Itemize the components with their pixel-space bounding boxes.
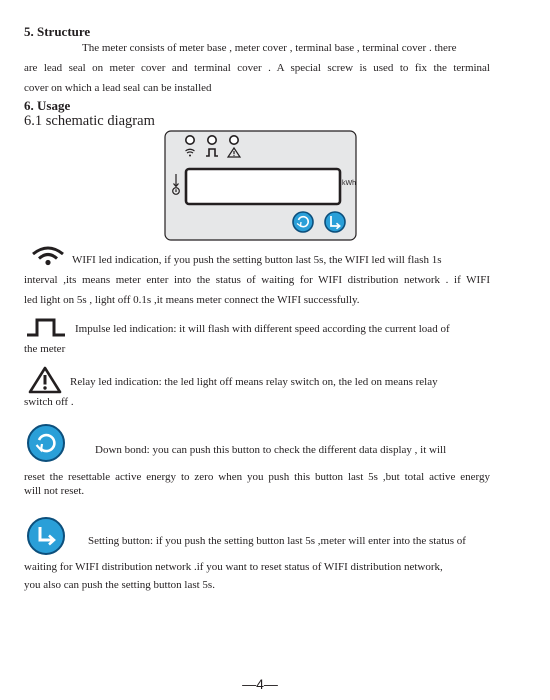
impulse-text-line-1: Impulse led indication: it will flash with different speed according the current load of — [75, 323, 450, 335]
setting-button-small — [325, 212, 345, 232]
schematic-diagram-subtitle: 6.1 schematic diagram — [24, 113, 155, 129]
setting-text-line-2: waiting for WIFI distribution network .if you want to reset status of WIFI distribution network, — [24, 561, 443, 573]
wifi-text-line-3: led light on 5s , light off 0.1s ,it means meter connect the WIFI successfully. — [24, 294, 360, 306]
section-structure-title: 5. Structure — [24, 24, 91, 39]
impulse-led — [208, 136, 216, 144]
setting-text-line-1: Setting button: if you push the setting button last 5s ,meter will enter into the status of — [88, 535, 466, 547]
structure-text-line-3: cover on which a lead seal can be installed — [24, 82, 212, 94]
warning-triangle-icon — [28, 366, 62, 394]
down-bond-text-line-3: will not reset. — [24, 485, 85, 497]
down-button-small — [293, 212, 313, 232]
relay-text-line-2: switch off . — [24, 396, 74, 408]
down-bond-text-line-2: reset the resettable active energy to zero when you push this button last 5s ,but total active energy — [24, 471, 490, 483]
wifi-text-line-1: WIFI led indication, if you push the setting button last 5s, the WIFI led will flash 1s — [72, 254, 442, 266]
relay-text-line-1: Relay led indication: the led light off means relay switch on, the led on means relay — [70, 376, 438, 388]
wifi-led — [186, 136, 194, 144]
page-number: —4— — [242, 676, 278, 692]
enter-arrow-icon — [27, 517, 65, 555]
refresh-icon — [27, 424, 65, 462]
setting-text-line-3: you also can push the setting button last 5s. — [24, 579, 215, 591]
section-usage-title: 6. Usage — [24, 98, 71, 113]
structure-text-line-1: The meter consists of meter base , meter cover , terminal base , terminal cover . there — [82, 42, 457, 54]
down-bond-text-line-1: Down bond: you can push this button to check the different data display , it will — [95, 444, 447, 456]
relay-led — [230, 136, 238, 144]
structure-text-line-2: are lead seal on meter cover and terminal cover . A special screw is used to fix the terminal — [24, 62, 490, 74]
impulse-text-line-2: the meter — [24, 343, 66, 355]
wifi-text-line-2: interval ,its means meter enter into the status of waiting for WIFI distribution network . if WIFI — [24, 274, 490, 286]
meter-schematic-diagram — [164, 130, 357, 241]
pulse-icon — [26, 317, 66, 337]
wifi-icon — [31, 246, 65, 266]
kwh-unit-label: kWh — [342, 180, 356, 187]
lcd-display — [186, 169, 340, 204]
